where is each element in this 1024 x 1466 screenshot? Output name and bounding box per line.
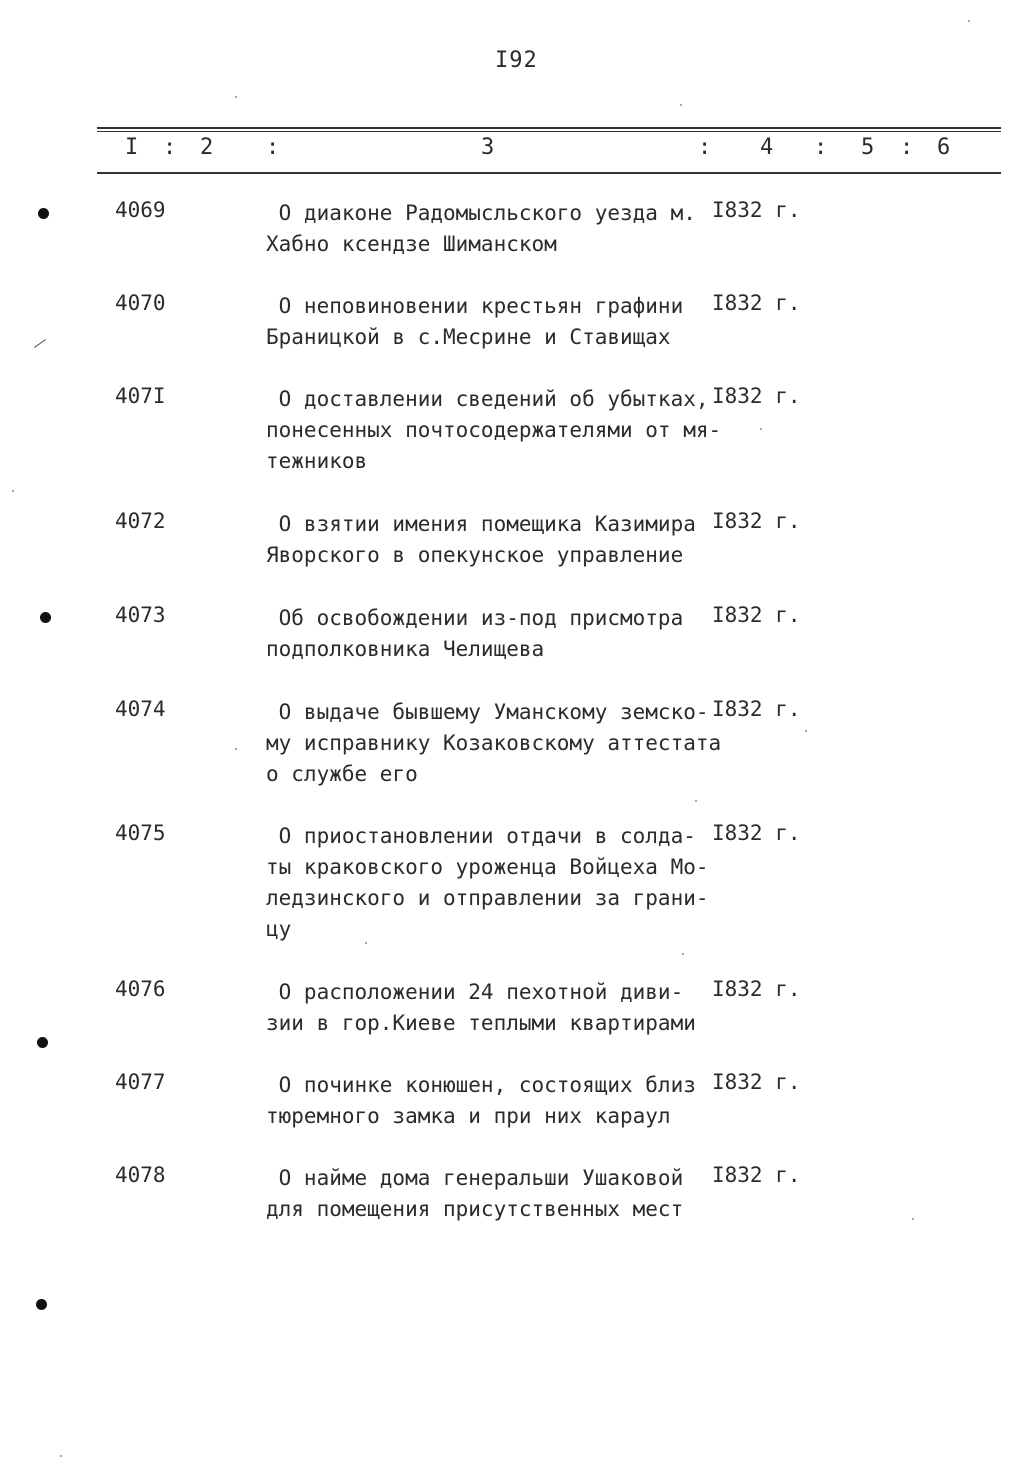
scan-speck [60, 1455, 62, 1457]
margin-dot [36, 1299, 47, 1310]
entry-year: I832 г. [712, 821, 801, 845]
entry-title: О расположении 24 пехотной диви- зии в гор.Киеве теплыми квартирами [266, 980, 696, 1035]
header-col-5: 5 [861, 135, 875, 160]
entry-number: 4072 [115, 509, 166, 533]
header-bottom-rule [97, 172, 1001, 174]
entry-number: 4070 [115, 291, 166, 315]
scan-speck [365, 942, 367, 944]
header-col-2: 2 [200, 135, 214, 160]
scan-speck [235, 748, 237, 750]
entry-number: 4075 [115, 821, 166, 845]
entry-title: О доставлении сведений об убытках, понесенных почтосодержателями от мя- тежников [266, 387, 722, 473]
header-top-rule-thin [97, 131, 1001, 132]
header-top-rule [97, 127, 1001, 129]
scan-speck [805, 730, 807, 732]
entry-title: О починке конюшен, состоящих близ тюремного замка и при них караул [266, 1073, 696, 1128]
margin-dot [40, 612, 51, 623]
entry-year: I832 г. [712, 291, 801, 315]
scan-speck [680, 104, 682, 106]
entry-year: I832 г. [712, 198, 801, 222]
scan-speck [968, 20, 970, 22]
entry-title: О приостановлении отдачи в солда- ты краковского уроженца Войцеха Мо- ледзинского и отправлении за грани- цу [266, 824, 709, 941]
entry-year: I832 г. [712, 603, 801, 627]
scan-speck [12, 490, 14, 492]
entry-number: 4077 [115, 1070, 166, 1094]
margin-dot [37, 1037, 48, 1048]
header-sep-5: : [900, 135, 914, 160]
entry-title: Об освобождении из-под присмотра подполковника Челищева [266, 606, 684, 661]
entry-number: 407I [115, 384, 166, 408]
scan-speck [235, 96, 237, 98]
header-col-6: 6 [937, 135, 951, 160]
scan-speck [682, 953, 684, 955]
header-col-4: 4 [760, 135, 774, 160]
margin-tick [34, 339, 46, 348]
entry-number: 4074 [115, 697, 166, 721]
scan-speck [695, 800, 697, 802]
entry-year: I832 г. [712, 384, 801, 408]
scan-speck [912, 1218, 914, 1220]
entry-year: I832 г. [712, 697, 801, 721]
header-col-3: 3 [481, 135, 495, 160]
entry-title: О взятии имения помещика Казимира Яворского в опекунское управление [266, 512, 696, 567]
entry-number: 4078 [115, 1163, 166, 1187]
scan-speck [760, 428, 762, 430]
header-sep-4: : [814, 135, 828, 160]
header-sep-2: : [266, 135, 280, 160]
entry-year: I832 г. [712, 509, 801, 533]
header-col-1: I [125, 135, 139, 160]
entry-year: I832 г. [712, 1163, 801, 1187]
margin-dot [38, 208, 49, 219]
entry-title: О диаконе Радомысльского уезда м. Хабно ксендзе Шиманском [266, 201, 696, 256]
entry-year: I832 г. [712, 977, 801, 1001]
entry-title: О выдаче бывшему Уманскому земско- му исправнику Козаковскому аттестата о службе его [266, 700, 722, 786]
entry-title: О найме дома генеральши Ушаковой для помещения присутственных мест [266, 1166, 684, 1221]
header-sep-3: : [698, 135, 712, 160]
entry-number: 4069 [115, 198, 166, 222]
page-number: I92 [495, 48, 538, 73]
entry-number: 4073 [115, 603, 166, 627]
header-sep-1: : [163, 135, 177, 160]
entry-year: I832 г. [712, 1070, 801, 1094]
entry-number: 4076 [115, 977, 166, 1001]
entry-title: О неповиновении крестьян графини Браницкой в с.Месрине и Ставищах [266, 294, 684, 349]
